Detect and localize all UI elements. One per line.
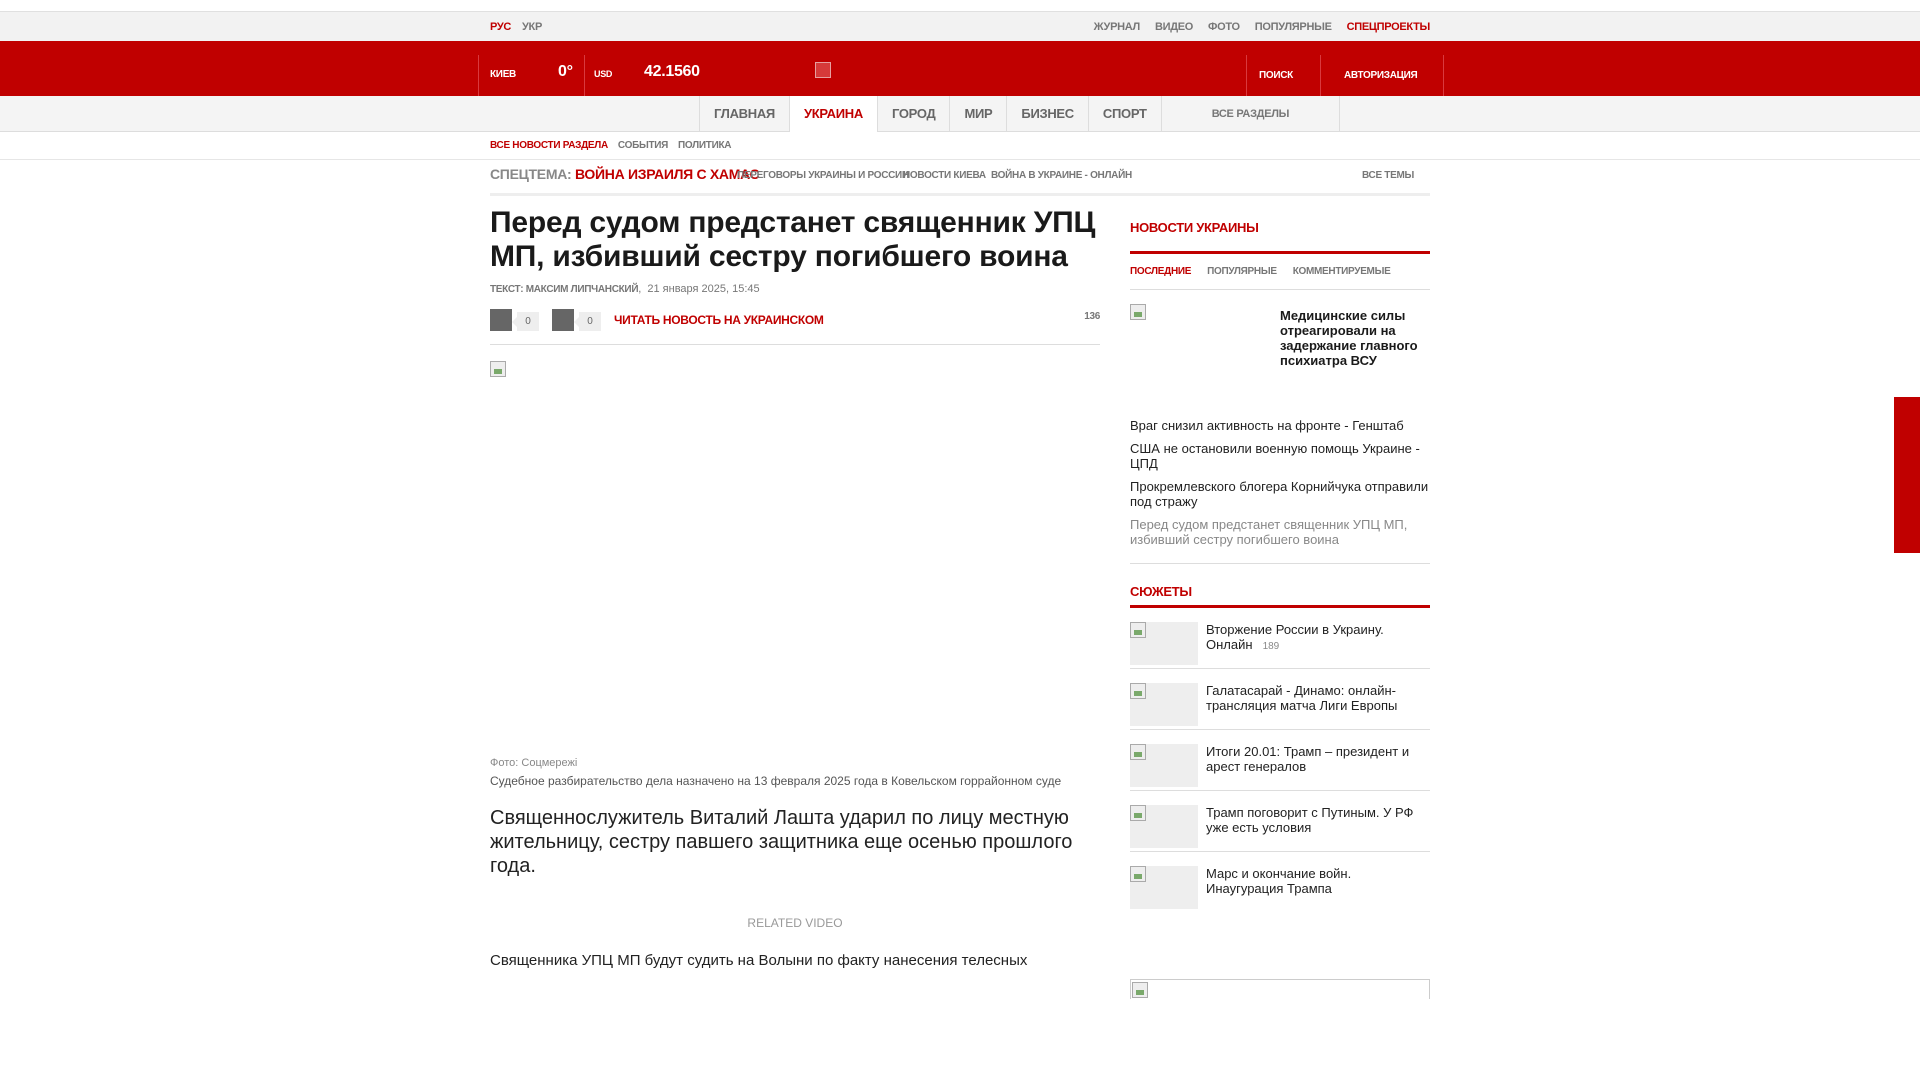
tab-commented[interactable]: КОММЕНТИРУЕМЫЕ xyxy=(1292,266,1391,277)
featured-news[interactable] xyxy=(1130,304,1430,414)
story-item[interactable] xyxy=(1130,791,1430,852)
currency-label: USD xyxy=(594,69,613,79)
story-thumbnail xyxy=(1130,866,1198,909)
search-button[interactable]: ПОИСК xyxy=(1259,70,1293,81)
article-photo xyxy=(490,361,1100,751)
list-item-current[interactable]: Перед судом предстанет священник УПЦ МП, избивший сестру погибшего воина xyxy=(1130,517,1408,547)
sidebar xyxy=(1130,220,1430,999)
theme-link-war-online[interactable]: ВОЙНА В УКРАИНЕ - ОНЛАЙН xyxy=(991,170,1132,181)
top-link-video[interactable]: ВИДЕО xyxy=(1154,21,1194,33)
top-link-photo[interactable]: ФОТО xyxy=(1208,21,1240,33)
story-thumbnail xyxy=(1130,805,1198,848)
article-author[interactable]: ТЕКСТ: МАКСИМ ЛИПЧАНСКИЙ xyxy=(490,284,639,295)
themes-all-link[interactable]: ВСЕ ТЕМЫ xyxy=(1362,170,1415,181)
story-title[interactable]: Трамп поговорит с Путиным. У РФ уже есть условия xyxy=(1206,805,1414,835)
header-divider xyxy=(1443,55,1444,96)
article-body: Священника УПЦ МП будут судить на Волыни по факту нанесения телесных xyxy=(490,952,1028,969)
subnav-all-news[interactable]: ВСЕ НОВОСТИ РАЗДЕЛА xyxy=(490,140,608,151)
divider xyxy=(1130,563,1430,564)
broken-image-icon xyxy=(1130,683,1146,699)
section-subnav xyxy=(0,132,1920,160)
article-date: 21 января 2025, 15:45 xyxy=(647,283,760,295)
story-title[interactable]: Итоги 20.01: Трамп – президент и арест генералов xyxy=(1206,744,1410,774)
story-title[interactable]: Галатасарай - Динамо: онлайн-трансляция матча Лиги Европы xyxy=(1206,683,1398,713)
nav-item-city[interactable]: ГОРОД xyxy=(877,96,950,132)
header-divider xyxy=(1246,55,1247,96)
broken-image-icon xyxy=(1132,982,1148,998)
themes-bar xyxy=(490,160,1430,196)
story-thumbnail xyxy=(1130,622,1198,665)
theme-link-kyiv-news[interactable]: НОВОСТИ КИЕВА xyxy=(903,170,986,181)
featured-news-title[interactable]: Медицинские силы отреагировали на задержание главного психиатра ВСУ xyxy=(1280,308,1418,368)
main-nav xyxy=(0,96,1920,132)
article-meta: ТЕКСТ: МАКСИМ ЛИПЧАНСКИЙ, 21 января 2025, 15:45 xyxy=(490,283,760,295)
nav-item-ukraine[interactable]: УКРАИНА xyxy=(789,96,877,132)
story-item[interactable] xyxy=(1130,669,1430,730)
header-divider xyxy=(478,55,479,96)
article xyxy=(490,206,1100,969)
tab-latest[interactable]: ПОСЛЕДНИЕ xyxy=(1130,266,1192,277)
header-divider xyxy=(1320,55,1321,96)
broken-image-icon xyxy=(1130,866,1146,882)
share-count-2: 0 xyxy=(579,312,601,331)
news-list xyxy=(1130,418,1430,547)
site-logo[interactable] xyxy=(815,62,831,78)
photo-caption: Судебное разбирательство дела назначено на 13 февраля 2025 года в Ковельском горрайонном суде xyxy=(490,774,1062,788)
story-title[interactable]: Вторжение России в Украину. Онлайн xyxy=(1206,622,1384,652)
story-text xyxy=(1206,622,1426,654)
view-count: 136 xyxy=(1084,311,1100,322)
read-in-ukrainian-link[interactable]: ЧИТАТЬ НОВОСТЬ НА УКРАИНСКОМ xyxy=(614,313,824,327)
broken-image-icon xyxy=(1130,622,1146,638)
story-item[interactable] xyxy=(1130,608,1430,669)
broken-image-icon xyxy=(1130,304,1146,320)
story-item[interactable] xyxy=(1130,730,1430,791)
subnav-politics[interactable]: ПОЛИТИКА xyxy=(678,140,732,151)
sidebar-news-title[interactable]: НОВОСТИ УКРАИНЫ xyxy=(1130,220,1430,254)
broken-image-icon xyxy=(1130,744,1146,760)
broken-image-icon xyxy=(1130,805,1146,821)
header-bar xyxy=(0,41,1920,96)
top-link-journal[interactable]: ЖУРНАЛ xyxy=(1093,21,1140,33)
themes-label xyxy=(490,166,759,182)
article-title: Перед судом предстанет священник УПЦ МП, избивший сестру погибшего воина xyxy=(490,206,1096,273)
list-item[interactable]: Враг снизил активность на фронте - Генштаб xyxy=(1130,418,1404,433)
nav-item-sport[interactable]: СПОРТ xyxy=(1088,96,1161,132)
top-nav xyxy=(1094,21,1430,33)
lang-ua-link[interactable]: УКР xyxy=(522,21,542,33)
weather-city: КИЕВ xyxy=(490,69,516,80)
nav-item-main[interactable]: ГЛАВНАЯ xyxy=(699,96,789,132)
related-video-label: RELATED VIDEO xyxy=(747,916,843,930)
lang-ru-link[interactable]: РУС xyxy=(490,21,512,33)
broken-image-icon xyxy=(490,361,506,377)
top-link-popular[interactable]: ПОПУЛЯРНЫЕ xyxy=(1254,21,1332,33)
list-item[interactable]: США не остановили военную помощь Украине - ЦПД xyxy=(1130,441,1420,471)
story-count: 189 xyxy=(1262,641,1280,652)
theme-link-negotiations[interactable]: ПЕРЕГОВОРЫ УКРАИНЫ И РОССИИ xyxy=(737,170,909,181)
weather-temperature: 0° xyxy=(558,63,573,80)
story-item[interactable] xyxy=(1130,852,1430,913)
nav-item-world[interactable]: МИР xyxy=(949,96,1006,132)
share-facebook-button[interactable] xyxy=(490,309,512,331)
tab-popular[interactable]: ПОПУЛЯРНЫЕ xyxy=(1207,266,1277,277)
story-thumbnail xyxy=(1130,683,1198,726)
subnav-events[interactable]: СОБЫТИЯ xyxy=(617,140,669,151)
top-bar xyxy=(0,11,1920,41)
nav-item-business[interactable]: БИЗНЕС xyxy=(1006,96,1087,132)
list-item[interactable]: Прокремлевского блогера Корнийчука отправили под стражу xyxy=(1130,479,1429,509)
story-title[interactable]: Марс и окончание войн. Инаугурация Трампа xyxy=(1206,866,1352,896)
header-divider xyxy=(584,55,585,96)
themes-label-text: СПЕЦТЕМА: xyxy=(490,166,572,182)
share-telegram-button[interactable] xyxy=(552,309,574,331)
story-thumbnail xyxy=(1130,744,1198,787)
stories-title[interactable]: СЮЖЕТЫ xyxy=(1130,584,1430,608)
sidebar-tabs xyxy=(1130,254,1430,290)
nav-item-all-sections[interactable]: ВСЕ РАЗДЕЛЫ xyxy=(1161,96,1340,132)
login-button[interactable]: АВТОРИЗАЦИЯ xyxy=(1344,70,1418,81)
currency-rate: 42.1560 xyxy=(644,63,700,80)
article-toolbar xyxy=(490,309,1100,345)
side-widget-tab[interactable] xyxy=(1894,397,1920,553)
ad-banner[interactable] xyxy=(1130,979,1430,999)
top-link-specprojects[interactable]: СПЕЦПРОЕКТЫ xyxy=(1346,21,1430,33)
share-count-1: 0 xyxy=(517,312,539,331)
theme-featured-link[interactable]: ВОЙНА ИЗРАИЛЯ С ХАМАС xyxy=(574,166,760,182)
article-lead: Священнослужитель Виталий Лашта ударил по лицу местную жительницу, сестру павшего защитника еще осенью прошлого года. xyxy=(490,807,1073,877)
photo-credit: Фото: Соцмережі xyxy=(490,757,578,769)
